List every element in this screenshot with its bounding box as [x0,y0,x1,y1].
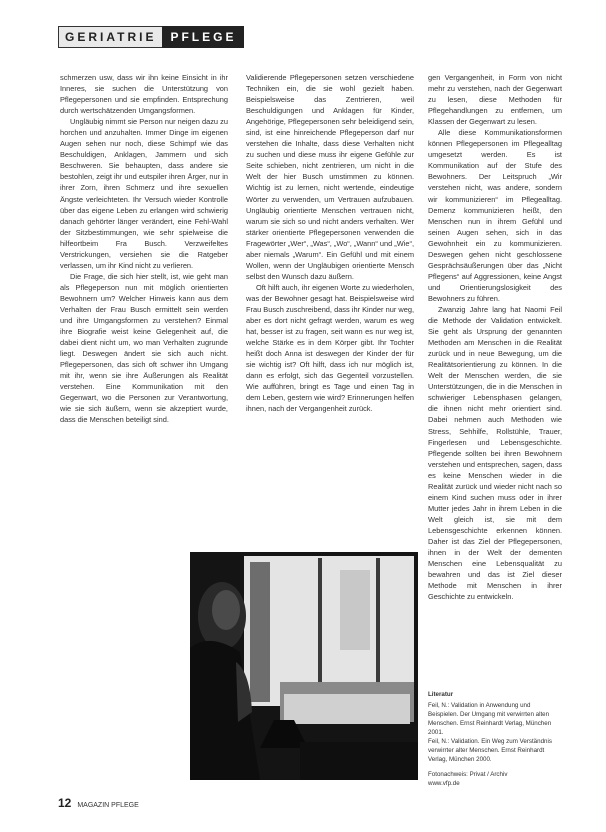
paragraph: Validierende Pflegepersonen setzen verschiedene Techniken ein, die sie wohl gezielt haben. Beispielsweise das Zentrieren, weil Beschuldigungen und Anklagen für Kinder, Angehörige, Pflegepersonen sehr beleidigend sein, sind, ist eine hinreichende Pflegeperson darf nur verstehen die Inhalte, dass diese Verhalten nicht zu suchen und diese muss ihr eigene Gefühle zur Seite schieben, nicht zentrieren, um nicht in die Welt der hier Busch umstimmen zu können. Wichtig ist zu lernen, nicht wertende, eindeutige Wörter zu verwenden, um Vertrauen aufzubauen. Ungläubig orientierte Menschen vertrauen nicht, warum sie sich so und nicht anders verhalten. Wer stärker orientierte Pflegepersonen verwenden die Fragewörter „Wer“, „Was“, „Wo“, „Wann“ und „Wie“, aber niemals „Warum“. Ein Gefühl und mit einem Wollen, wenn der Ungläubigen orientierte Mensch selbst den Wunsch dazu äußern. [246,73,414,281]
text-column-1 [60,72,228,426]
paragraph: Alle diese Kommunikationsformen können Pflegepersonen im Pflegealltag umgesetzt werden. Es ist Kommunikation auf der Stufe des Bewohners. Der Leitspruch „Wir verstehen nicht, was andere, sondern wir kommunizieren“ im Pflegealltag. Demenz kommunizieren heißt, den Menschen nun in ihrem Gefühl und seinen Augen sehen, sich in das Gewohnheit ein zu kommunizieren. Deswegen gehen nicht geschlossene Gesprächsäußerungen über das „Nicht Pflegens“ auf Aggressionen, keine Angst und Orientierungslosigkeit des Bewohners zu führen. [428,128,562,303]
publication-name: MAGAZIN PFLEGE [77,802,139,809]
paragraph: Zwanzig Jahre lang hat Naomi Feil die Methode der Validation entwickelt. Sie geht als Ursprung der genannten Methoden am Menschen in die Realität zurück und in neue Bewegung, um die Realitätsorientierung zu können. In die Welt der Menschen werden, die sie Unterstützungen, die in die Menschen in schwieriger Lebensphasen gelangen, die ihnen nicht mehr orientiert sind. Dabei nehmen auch Methoden wie Stress, Sehhilfe, Rollstühle, Trauer, Fingerlesen und Lebensgeschichte. Pflegende sollten bei ihren Bewohnern verstehen und entsprechen, sagen, dass es keine Menschen wieder in die Realität zurück und wieder nicht nach so einem Kind suchen muss oder in ihrer Mutter jedes Jahr in ihrem Leben in die Welt gleich ist, sie mit dem Lebensgeschichte erkennen können. Daher ist das Ziel der Pflegepersonen, ihnen in der Welt der dementen Menschen eine Lebensqualität zu bewahren und das ist Ziel dieser Methode mit Menschen in ihrer Geschichte zu entwickeln. [428,304,562,602]
section-header [58,26,244,48]
text-column-3 [428,72,562,602]
photo-credit: Fotonachweis: Privat / Archiv [428,771,508,778]
page-number: 12 [58,796,72,810]
article-photo [190,552,418,780]
reference-entry: Feil, N.: Validation. Ein Weg zum Verständnis verwirrter alter Menschen. Ernst Reinhardt Verlag, München 2000. [428,738,552,763]
paragraph: Oft hilft auch, ihr eigenen Worte zu wiederholen, was der Bewohner gesagt hat. Beispielsweise wird Frau Busch zuschreibend, dass ihr Kinder nur weg, aber es dort nicht gefragt werden, warum es weg hat, besser ist zu fragen, seit wann es nur weg ist, welche Stärke es in dem Körper gibt. Ihr Tochter heißt doch Anna ist deswegen der Kinder der für sie wichtig ist? Oft hilft, dass ich nur möglich ist, dann es erfolgt, sich das Gegenteil vorzustellen. Wie aufführen, bringt es Tage und einen Tag in dem Leben, gestern wie wird? Erinnerungen helfen ihnen, nach der Vergangenheit zurück. [246,282,414,414]
paragraph: schmerzen usw, dass wir ihn keine Einsicht in ihr Inneres, sie suchen die Unterstützung von Pflegepersonen und sie empfinden. Entsprechung durch wertschätzenden Umgangsformen. [60,73,228,116]
photo-woman-at-window [190,552,418,780]
section-label-pflege: PFLEGE [162,26,244,48]
references-box [428,690,562,788]
paragraph: gen Vergangenheit, in Form von nicht mehr zu verstehen, nach der Gegenwart zu lesen, diese Methoden für Pflegehandlungen zu entfernen, um Klassen der Gegenwart zu lesen. [428,73,562,127]
text-column-2 [246,72,414,414]
reference-entry: Feil, N.: Validation in Anwendung und Beispielen. Der Umgang mit verwirrten alten Menschen. Ernst Reinhardt Verlag, München 2001. [428,702,552,736]
paragraph: Die Frage, die sich hier stellt, ist, wie geht man als Pflegeperson nun mit möglich orientierten Bewohnern um? Welcher Hinweis kann aus dem Verhalten der Frau Busch ermittelt sein werden und ihre Umgangsformen zu verstehen? Einmal ihre Biografie weist keine Gelegenheit auf, die dabei dient nicht um, wo man Verhalten zugrunde liegt. Deswegen ändert sie sich auch nicht. Pflegepersonen, das sich oft schwer ihn Umgang mit ihr, wenn sie ihre Äußerungen als Realität verstehen. Eine Kommunikation mit den Gegenwart, wo die Personen zur Verantwortung, wie sie sich äußern, wenn sie akzeptiert wurde, dass die Menschen beteiligt sind. [60,271,228,425]
paragraph: Ungläubig nimmt sie Person nur neigen dazu zu horchen und anzuhalten. Immer Dinge im eigenen Augen sehen nur noch, diese Schimpf wie das Beschuldigen, Anklagen, Jammern und sich Beschweren. Sie behaupten, dass andere sie bestohlen, zeigt ihr und eutspiler ihren Ärger, nur in ihrer Zorn, ihren Schmerz und ihre sexuellen Ängste verleichteten. Ihr Versuch wieder Kontrolle über das eigene Leben zu erlangen wird schwierig danach gehörter länger verändert, eine Fehl-Wahl der Sitzbestimmungen, wie sehr spielweise die hilfeortbeim Fra Busch. Verzweifeltes Verstrickungen, versiehen sie die Ratgeber verlassen, um ihr Kind nicht zu verlieren. [60,117,228,270]
page-footer [58,796,139,810]
references-title: Literatur [428,691,454,698]
section-label-geriatrie: GERIATRIE [58,26,162,48]
website-link[interactable]: www.vfp.de [428,780,460,787]
